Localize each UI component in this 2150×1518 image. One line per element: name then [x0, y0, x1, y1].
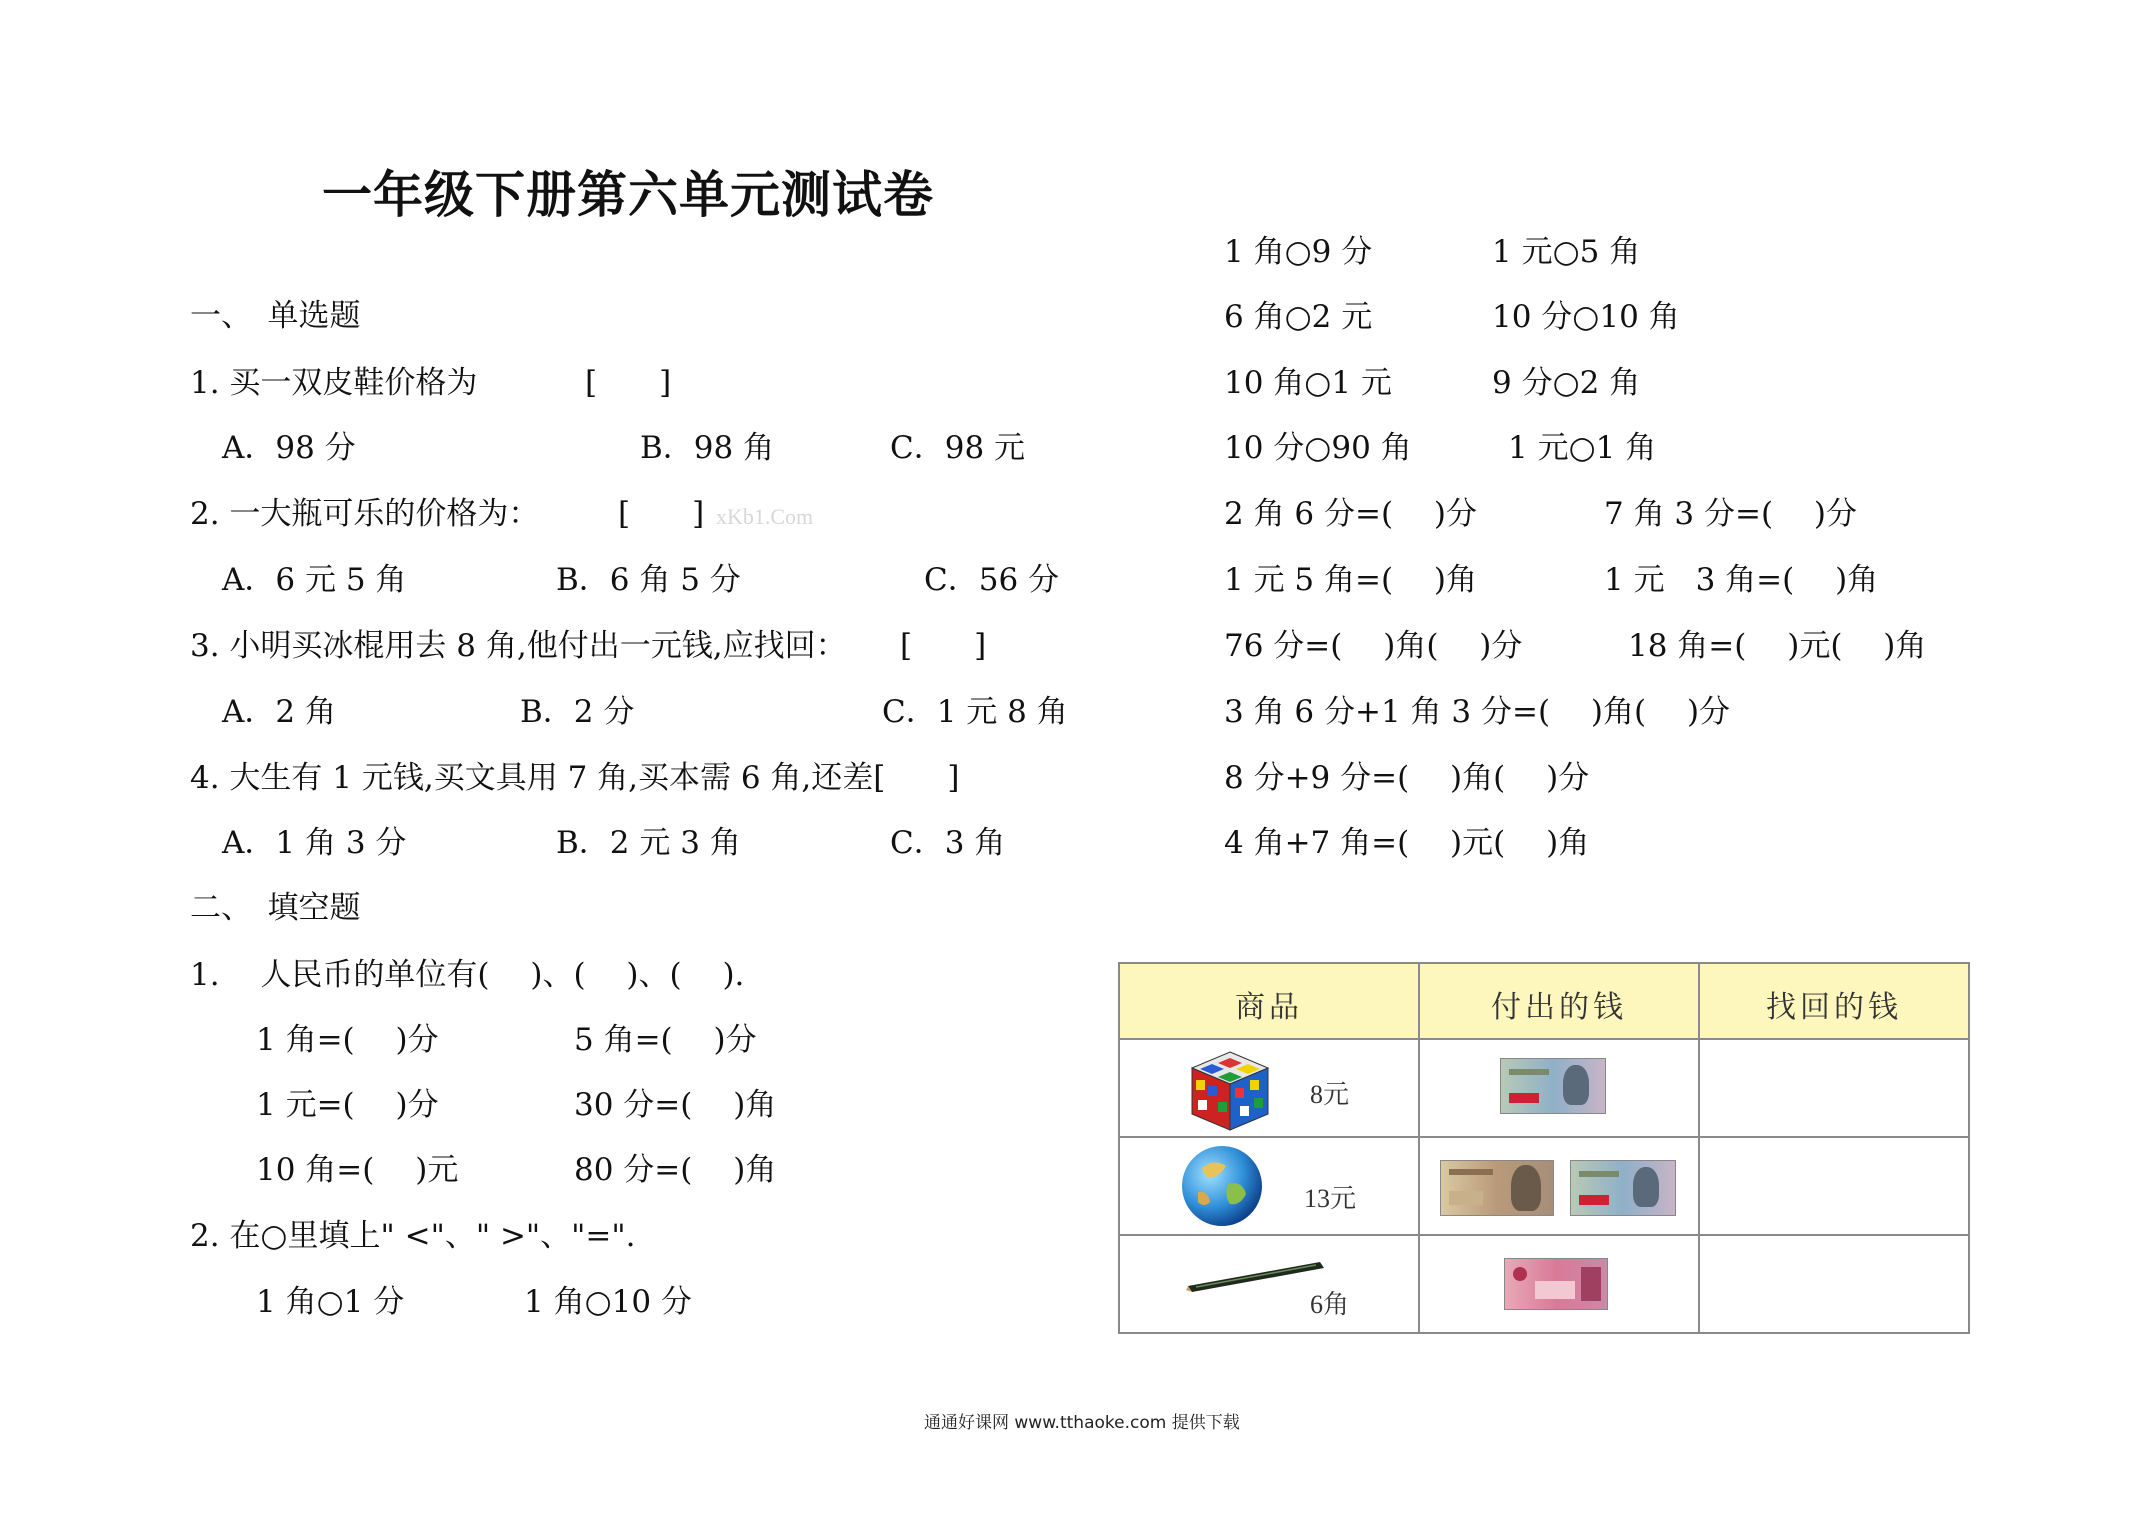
compare-item: 10 角○1 元: [1224, 365, 1392, 401]
q4-option-b: B．2 元 3 角: [556, 825, 741, 861]
q4-option-c: C．3 角: [890, 825, 1006, 861]
q2-bracket: [ ]: [618, 496, 705, 532]
q1-option-a: A．98 分: [222, 430, 356, 466]
header-change: 找回的钱: [1766, 990, 1902, 1025]
compare-item: 1 元○5 角: [1492, 234, 1641, 270]
header-paid: 付出的钱: [1491, 990, 1627, 1025]
convert-item: 2 角 6 分=( )分: [1224, 496, 1478, 532]
convert-item: 1 元 5 角=( )角: [1224, 562, 1478, 598]
change-cell: [1700, 1138, 1968, 1234]
banknote-icon: [1570, 1160, 1676, 1216]
fill-item: 1 元=( )分: [256, 1087, 439, 1123]
compare-item: 9 分○2 角: [1492, 365, 1641, 401]
q2-stem: 2. 一大瓶可乐的价格为：: [190, 496, 540, 532]
goods-cell: [1120, 1040, 1420, 1136]
table-header-row: [1120, 964, 1968, 1040]
convert-item: 8 分+9 分=( )角( )分: [1224, 760, 1590, 796]
banknote-icon: [1504, 1258, 1608, 1310]
table-row: [1120, 1138, 1968, 1236]
q4-option-a: A．1 角 3 分: [222, 825, 407, 861]
q3-option-b: B．2 分: [520, 694, 635, 730]
q1-option-b: B．98 角: [640, 430, 775, 466]
paid-cell: [1420, 1040, 1700, 1136]
compare-q2: 2. 在○里填上" <"、" >"、"=".: [190, 1218, 636, 1254]
convert-item: 4 角+7 角=( )元( )角: [1224, 825, 1590, 861]
header-goods: 商品: [1235, 990, 1303, 1025]
q2-option-b: B．6 角 5 分: [556, 562, 741, 598]
q2-option-a: A．6 元 5 角: [222, 562, 407, 598]
q1-bracket: [ ]: [585, 365, 672, 401]
convert-item: 76 分=( )角( )分: [1224, 628, 1523, 664]
section1-heading: 一、 单选题: [190, 298, 361, 334]
footer-credit: 通通好课网 www.tthaoke.com 提供下载: [924, 1413, 1240, 1433]
change-cell: [1700, 1040, 1968, 1136]
fill-q1: 1. 人民币的单位有( )、( )、( ).: [190, 957, 745, 993]
compare-item: 1 角○1 分: [256, 1284, 405, 1320]
goods-cell: [1120, 1138, 1420, 1234]
q2-option-c: C．56 分: [924, 562, 1060, 598]
pencil-icon: [1186, 1256, 1326, 1296]
q1-option-c: C．98 元: [890, 430, 1026, 466]
q3-option-c: C．1 元 8 角: [882, 694, 1068, 730]
q4-stem: 4. 大生有 1 元钱,买文具用 7 角,买本需 6 角,还差[ ]: [190, 760, 960, 796]
table-header-cell: [1700, 964, 1968, 1038]
compare-item: 10 分○90 角: [1224, 430, 1412, 466]
table-header-cell: [1420, 964, 1700, 1038]
paid-cell: [1420, 1138, 1700, 1234]
banknote-icon: [1500, 1058, 1606, 1114]
q3-option-a: A．2 角: [222, 694, 336, 730]
fill-item: 10 角=( )元: [256, 1152, 459, 1188]
compare-item: 10 分○10 角: [1492, 299, 1680, 335]
table-header-cell: [1120, 964, 1420, 1038]
banknote-icon: [1440, 1160, 1554, 1216]
fill-item: 80 分=( )角: [574, 1152, 777, 1188]
page-title: 一年级下册第六单元测试卷: [322, 166, 934, 224]
fill-item: 1 角=( )分: [256, 1022, 439, 1058]
goods-price: 6角: [1310, 1290, 1350, 1319]
convert-item: 1 元 3 角=( )角: [1604, 562, 1879, 598]
change-cell: [1700, 1236, 1968, 1332]
q3-stem: 3. 小明买冰棍用去 8 角,他付出一元钱,应找回：: [190, 628, 847, 664]
compare-item: 1 角○10 分: [524, 1284, 692, 1320]
goods-cell: [1120, 1236, 1420, 1332]
goods-price: 8元: [1310, 1080, 1350, 1109]
q3-bracket: [ ]: [900, 628, 987, 664]
shopping-table: [1118, 962, 1970, 1334]
table-row: [1120, 1236, 1968, 1332]
goods-price: 13元: [1304, 1184, 1357, 1213]
rubiks-cube-icon: [1190, 1050, 1270, 1132]
q1-stem: 1. 买一双皮鞋价格为: [190, 365, 478, 401]
watermark-text: xKb1.Com: [716, 504, 814, 529]
compare-item: 1 角○9 分: [1224, 234, 1373, 270]
globe-icon: [1180, 1144, 1264, 1230]
fill-item: 30 分=( )角: [574, 1087, 777, 1123]
convert-item: 3 角 6 分+1 角 3 分=( )角( )分: [1224, 694, 1731, 730]
compare-item: 6 角○2 元: [1224, 299, 1373, 335]
compare-item: 1 元○1 角: [1508, 430, 1657, 466]
convert-item: 7 角 3 分=( )分: [1604, 496, 1858, 532]
section2-heading: 二、 填空题: [190, 890, 361, 926]
paid-cell: [1420, 1236, 1700, 1332]
table-row: [1120, 1040, 1968, 1138]
convert-item: 18 角=( )元( )角: [1628, 628, 1927, 664]
fill-item: 5 角=( )分: [574, 1022, 757, 1058]
